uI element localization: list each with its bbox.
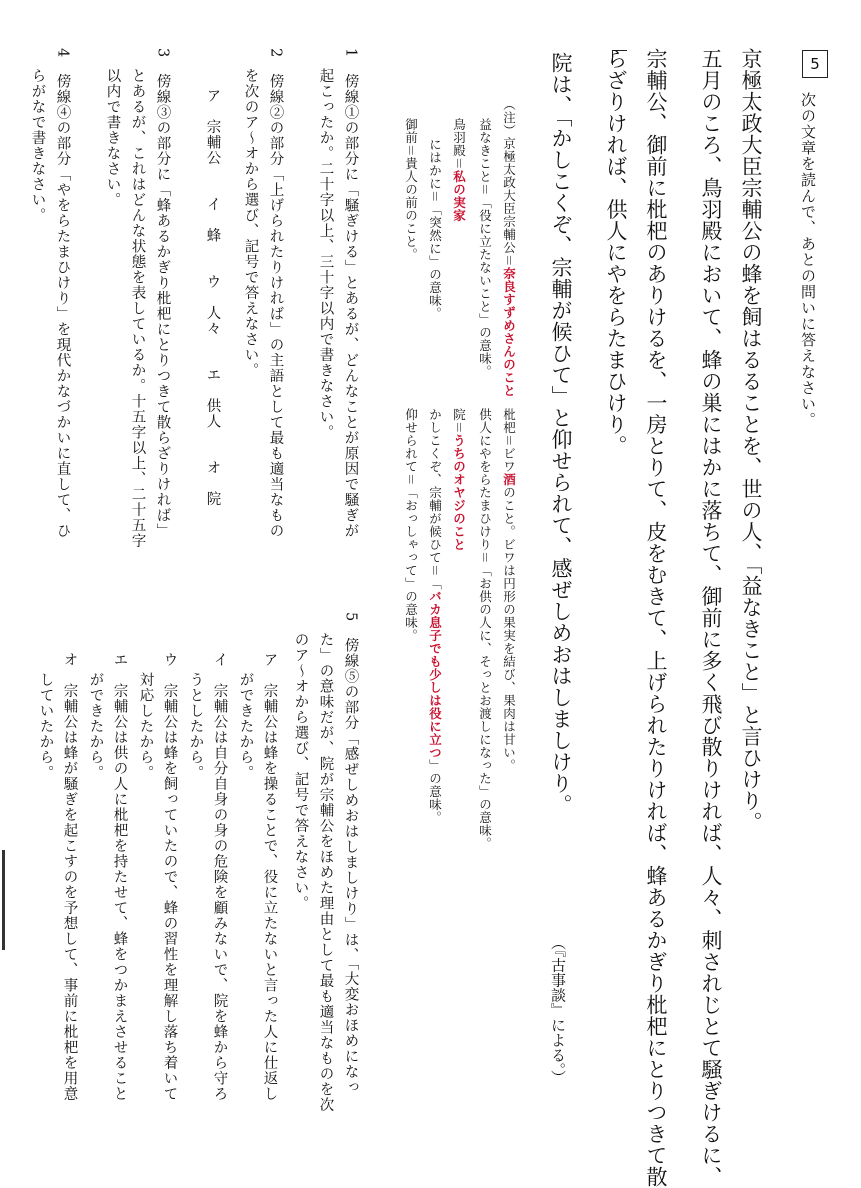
question-5-line-1: 5 傍線⑤の部分「感ぜしめおはしましけり」は、「大変おほめになっ (342, 612, 359, 1096)
question-2-line-1: 2 傍線②の部分「上げられたりければ」の主語として最も適当なもの (267, 48, 284, 539)
note-label-and-item-1: （注）京極太政大臣宗輔公＝奈良すずめさんのこと (501, 98, 517, 398)
note-item-2: 益なきこと＝「役に立たないこと」の意味。 (477, 118, 493, 379)
q5-choice-c-line-1: ウ 宗輔公は蜂を飼っていたので、蜂の習性を理解し落ち着いて (161, 652, 178, 1102)
note-item-5: 御前＝貴人の前のこと。 (403, 118, 419, 262)
note-red-text: 私の実家 (451, 170, 467, 223)
question-1-line-2: 起こったか。二十字以上、三十字以内で書きなさい。 (317, 68, 334, 440)
question-3-line-2: とあるが、これはどんな状態を表しているか。十五字以上、二十五字 (129, 68, 146, 549)
q5-choice-b-line-2: うとしたから。 (187, 672, 204, 781)
instruction-text: 次の文章を読んで、あとの問いに答えなさい。 (799, 92, 817, 428)
question-3-line-1: 3 傍線③の部分に「蜂あるかぎり枇杷にとりつきて散らざりければ」 (154, 48, 171, 539)
question-5-line-2: た」の意味だが、院が宗輔公をほめた理由として最も適当なものを次 (317, 632, 334, 1113)
note-item-3: 鳥羽殿＝私の実家 (451, 118, 467, 223)
question-4-line-2: らがなで書きなさい。 (29, 68, 46, 223)
q5-choice-b-line-1: イ 宗輔公は自分自身の身の危険を顧みないで、院を蜂から守ろ (211, 652, 228, 1102)
note-red-text: うちのオヤジのこと (451, 434, 467, 552)
q5-choice-e-line-2: していたから。 (37, 672, 54, 781)
passage-line-4: らざりければ、供人にやをらたまひけり。 (604, 48, 628, 457)
passage-line-3: 宗輔公、御前に枇杷のありけるを、一房とりて、皮をむきて、上げられたりければ、蜂あるかぎり枇杷にとりつきて散 (644, 48, 668, 1188)
note-item-6: 枇杷＝ビワ酒のこと。ビワは円形の果実を結び、果肉は甘い。 (501, 408, 517, 773)
note-item-10: 仰せられて＝「おっしゃって」の意味。 (403, 408, 419, 643)
question-4-line-1: 4 傍線④の部分「やをらたまひけり」を現代かなづかいに直して、ひ (54, 48, 71, 539)
q5-choice-d-line-1: エ 宗輔公は供の人に枇杷を持たせて、蜂をつかまえさせること (111, 652, 128, 1102)
note-red-text: バカ息子でも少しは役に立つ (427, 590, 443, 760)
q5-choice-a-line-1: ア 宗輔公は蜂を操ることで、役に立たないと言った人に仕返し (261, 652, 278, 1102)
q5-choice-a-line-2: ができたから。 (237, 672, 254, 781)
q5-choice-e-line-1: オ 宗輔公は蜂が騒ぎを起こすのを予想して、事前に枇杷を用意 (61, 652, 78, 1102)
question-3-line-3: 以内で書きなさい。 (104, 68, 121, 208)
note-red-text: 酒 (501, 473, 517, 487)
note-item-4: にはかに＝「突然に」の意味。 (427, 138, 443, 321)
note-red-text: 奈良すずめさんのこと (501, 267, 517, 398)
margin-mark (2, 850, 5, 950)
question-2-choices: ア 宗輔公 イ 蜂 ウ 人々 エ 供人 オ 院 (204, 88, 221, 507)
question-1-line-1: 1 傍線①の部分に「騒ぎける」とあるが、どんなことが原因で騒ぎが (342, 48, 359, 539)
passage-line-1: 京極太政大臣宗輔公の蜂を飼はるることを、世の人、「益なきこと」と言ひけり。 (739, 48, 763, 833)
passage-line-5: 院は、「かしこくぞ、宗輔が候ひて」と仰せられて、感ぜしめおはしましけり。 (549, 52, 573, 816)
note-label: （注） (501, 98, 517, 137)
q5-choice-c-line-2: 対応したから。 (137, 672, 154, 781)
passage-line-2: 五月のころ、鳥羽殿において、蜂の巣にはかに落ちて、御前に多く飛び散りければ、人々、刺されじとて騒ぎけるに、 (699, 48, 723, 1188)
q5-choice-d-line-2: ができたから。 (87, 672, 104, 781)
question-number-box: 5 (802, 50, 828, 78)
question-2-line-2: を次のア～オから選び、記号で答えなさい。 (242, 68, 259, 378)
note-item-7: 供人にやをらたまひけり＝「お供の人に、そっとお渡しになった」の意味。 (477, 408, 493, 851)
note-item-9: かしこくぞ、宗輔が候ひて＝「バカ息子でも少しは役に立つ」の意味。 (427, 408, 443, 825)
note-item-8: 院＝うちのオヤジのこと (451, 408, 467, 552)
passage-source: （『古事談』による。） (549, 935, 567, 1085)
question-5-line-3: のア～オから選び、記号で答えなさい。 (292, 632, 309, 911)
